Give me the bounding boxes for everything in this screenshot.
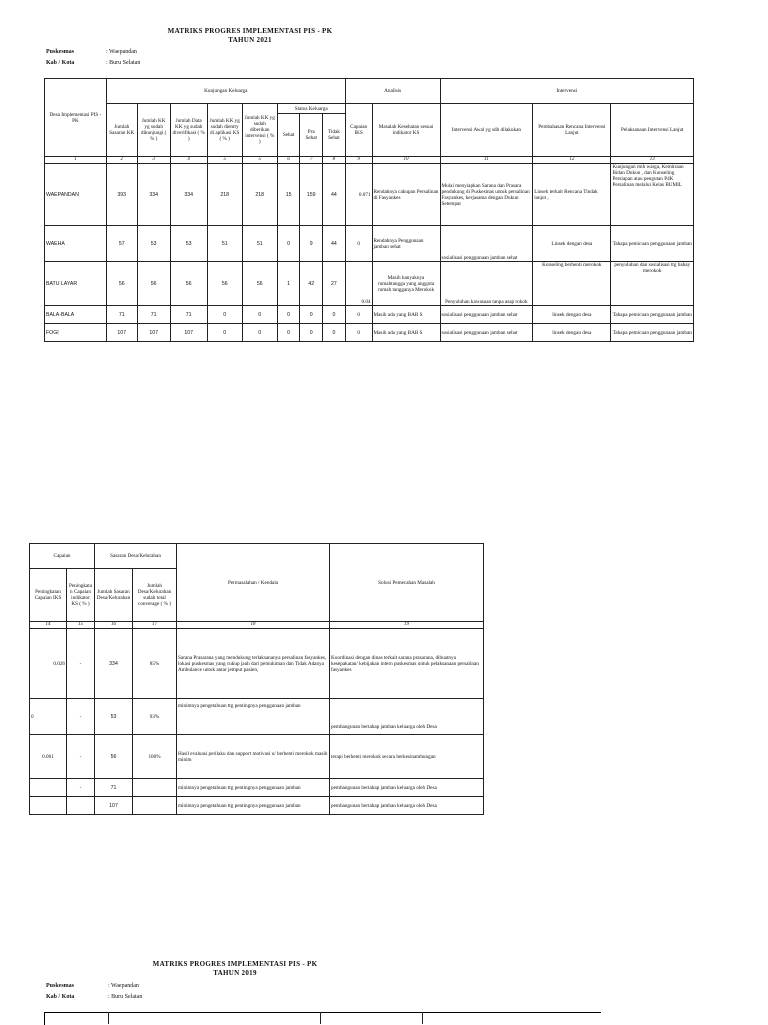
cell-peningkatan-iks: 0.001 [30,735,67,779]
table-row [30,629,484,699]
cell-peningkatan-iks: 0.026 [30,629,67,699]
cell-sasaran: 107 [106,324,137,342]
page-year: TAHUN 2021 [228,36,272,44]
cell-pra-sehat: 159 [300,164,323,226]
column-number-row [30,622,484,629]
cell-entry: 0 [207,306,242,324]
cell-iks: 0.071 [345,164,372,226]
table-row [45,226,694,262]
col-number: 9 [345,157,372,164]
cell-permasalahan: Sarana Prasarana yang mendukung terlaksananya persalinan fasyankes, lokasi puskesmas yang cukup jauh dari pemukiman dan Tidak Adanya Ambulance untuk antar jemput pasien, [177,629,330,699]
cell-sehat: 0 [277,324,300,342]
cell-sasaran: 56 [106,262,137,306]
cell-tidak-sehat: 0 [323,324,346,342]
cell-pra-sehat: 0 [300,306,323,324]
cell-dikunjungi: 107 [137,324,170,342]
header-jumlah-sasaran-desa: Jumlah Sasaran Desa/Kelurahan [95,569,133,622]
col-number: 12 [533,157,611,164]
cell-verifikasi: 107 [170,324,207,342]
puskesmas-label: Puskesmas [46,983,75,989]
cell-jumlah-sasaran: 56 [95,735,133,779]
cell-desa: BATU LAYAR [45,262,107,306]
header-data-kk: Jumlah Data KK yg sudah diverifikasi ( % ) [170,104,207,157]
cell-solusi: terapi berhenti merokok secara berkesinambungan [330,735,484,779]
cell-peningkatan-ks: - [67,735,95,779]
cell-intervensi: 0 [242,324,277,342]
col-number: 4 [170,157,207,164]
cell-masalah: Masih ada yang BAB S [372,324,440,342]
page-title: MATRIKS PROGRES IMPLEMENTASI PIS - PK [167,27,333,35]
cell-sehat: 15 [277,164,300,226]
progress-matrix-table [44,78,694,342]
cell-desa: WAEPANDAN [45,164,107,226]
cell-total-coverage: 93% [133,699,177,735]
cell-pembahasan: linsek dengan desa [533,306,611,324]
cell-solusi: Koordinasi dengan dinas terkait sarana prasarana, dibuatnya kesepakatan/ kebijakan intern puskesmas untuk pelaksanaan persalinan fasyankes [330,629,484,699]
cell-dikunjungi: 71 [137,306,170,324]
header-solusi: Solusi Pemecahan Masalah [330,544,484,622]
header-sasaran-desa: Sasaran Desa/Kelurahan [95,544,177,569]
cell-permasalahan: Hasil evaluasi perilaku dan support motivasi u/ berhenti merokok masih minim [177,735,330,779]
col-number: 7 [300,157,323,164]
header-masalah: Masalah Kesehatan sesuai indikator KS [372,104,440,157]
header-pelaksanaan: Pelaksanaan Intervensi Lanjut [611,104,694,157]
cell-entry: 218 [207,164,242,226]
cell-peningkatan-iks [30,797,67,815]
cell-tidak-sehat: 44 [323,164,346,226]
cell-dikunjungi: 56 [137,262,170,306]
col-number: 2 [106,157,137,164]
header-sehat: Sehat [277,114,300,157]
header-kunjungan: Kunjungan Keluarga [106,79,345,104]
cell-intervensi: 51 [242,226,277,262]
table-row [45,324,694,342]
cell-pelaksanaan: Tahapa pemicuan penggunaan jamban [611,226,694,262]
cell-solusi: pembangunan bertahap jamban keluarga oleh Desa [330,699,484,735]
cell-jumlah-sasaran: 71 [95,779,133,797]
cell-peningkatan-ks: - [67,699,95,735]
header-tidak-sehat: Tidak Sehat [323,114,346,157]
header-pra-sehat: Pra Sehat [300,114,323,157]
table-row [30,735,484,779]
cell-verifikasi: 334 [170,164,207,226]
cell-intervensi-awal: Penyuluhan kawasaan tanpa asap rokok [440,262,533,306]
table-row [45,306,694,324]
cell-iks: 0.04 [345,262,372,306]
cell-intervensi-awal: sosialisasi penggunaan jamban sehat [440,226,533,262]
puskesmas-label: Puskesmas [46,49,75,55]
cell-verifikasi: 53 [170,226,207,262]
col-number: 11 [440,157,533,164]
cell-dikunjungi: 53 [137,226,170,262]
cell-desa: FOGI [45,324,107,342]
cell-permasalahan: minimnya pengetahuan ttg pentingnya penggunaan jamban [177,797,330,815]
header-permasalahan: Permasalahan / Kendala [177,544,330,622]
column-number-row [45,157,694,164]
col-number: 16 [95,622,133,629]
cell-tidak-sehat: 44 [323,226,346,262]
cell-peningkatan-ks: - [67,629,95,699]
cell-jumlah-sasaran: 107 [95,797,133,815]
cell-pelaksanaan: Kunjungan rmh warga, Kemitraan Bidan Dukun , dan Konseling Persiapan atau pengutan P4K Persalinan melalui Kelas BUMIL [611,164,694,226]
col-number: 5 [207,157,242,164]
next-table-divider [320,1012,321,1024]
cell-sasaran: 57 [106,226,137,262]
cell-entry: 56 [207,262,242,306]
header-kk-entry: Jumlah KK yg sudah dientry di aplikasi KS ( % ) [207,104,242,157]
col-number: 15 [67,622,95,629]
cell-sasaran: 71 [106,306,137,324]
table-row [45,262,694,306]
cell-intervensi-awal: Mulai menyiapkan Sarana dan Prasara pendukung di Puskesmas untuk persalinan Fasyankes, kerjasama dengan Dukun Setempat [440,164,533,226]
header-status-keluarga: Status Keluarga [277,104,345,114]
col-number: 1 [45,157,107,164]
header-peningkatan-ks: Peningkatan Capaian indikator KS ( % ) [67,569,95,622]
puskesmas-value: : Waepandan [106,49,137,55]
header-intervensi: Intervensi [440,79,694,104]
cell-desa: WAEHA [45,226,107,262]
col-number: 5 [242,157,277,164]
cell-permasalahan: minimnya pengetahuan ttg pentingnya penggunaan jamban [177,699,330,735]
cell-entry: 0 [207,324,242,342]
col-number: 8 [323,157,346,164]
next-table-divider [422,1012,423,1024]
capaian-table [29,543,484,815]
cell-intervensi: 56 [242,262,277,306]
cell-solusi: pembangunan bertahap jamban keluarga oleh Desa [330,797,484,815]
cell-intervensi: 218 [242,164,277,226]
header-kk-dikunjungi: Jumlah KK yg sudah dikunjungi ( % ) [137,104,170,157]
cell-pelaksanaan: penyuluhan dan sosialisasi ttg bahay merokok [611,262,694,306]
cell-verifikasi: 71 [170,306,207,324]
cell-iks: 0 [345,324,372,342]
cell-masalah: Rendahnya cakupan Persalinan di Fasyankes [372,164,440,226]
cell-masalah: Masih ada yang BAB S [372,306,440,324]
cell-peningkatan-ks [67,797,95,815]
cell-solusi: pembangunan bertahap jamban keluarga oleh Desa [330,779,484,797]
cell-jumlah-sasaran: 53 [95,699,133,735]
kab-label: Kab / Kota [46,994,75,1000]
header-kk-intervensi: Jumlah KK yg sudah diberikan intervensi ( % ) [242,104,277,157]
cell-pelaksanaan: Tahapa pemicuan penggunaan jamban [611,324,694,342]
cell-desa: BALA-BALA [45,306,107,324]
page-title: MATRIKS PROGRES IMPLEMENTASI PIS - PK [152,960,318,968]
table-row [30,797,484,815]
cell-entry: 51 [207,226,242,262]
col-number: 18 [177,622,330,629]
cell-pra-sehat: 9 [300,226,323,262]
cell-intervensi-awal: sosialisasi penggunaan jamban sehat [440,306,533,324]
header-capaian-iks: Capaian IKS [345,104,372,157]
cell-total-coverage [133,779,177,797]
cell-pembahasan: Konseling berhenti merokok [533,262,611,306]
table-row [30,699,484,735]
table-row [30,779,484,797]
header-capaian: Capaian [30,544,95,569]
cell-pembahasan: Linsek dengan desa [533,226,611,262]
cell-verifikasi: 56 [170,262,207,306]
cell-total-coverage: 85% [133,629,177,699]
header-jumlah-sasaran: Jumlah Sasaran KK [106,104,137,157]
cell-iks: 0 [345,306,372,324]
cell-masalah: Rendahnya Penggunaan jamban sehat [372,226,440,262]
cell-sehat: 0 [277,226,300,262]
cell-sehat: 1 [277,262,300,306]
puskesmas-value: : Waepandan [108,983,139,989]
header-jumlah-desa-total: Jumlah Desa/Kelurahan sudah total converage ( % ) [133,569,177,622]
table-row [45,164,694,226]
cell-tidak-sehat: 0 [323,306,346,324]
header-intervensi-awal: Intervensi Awal yg sdh dilakukan [440,104,533,157]
col-number: 3 [137,157,170,164]
next-table-divider [108,1012,109,1024]
cell-pembahasan: linsek dengan desa [533,324,611,342]
col-number: 13 [611,157,694,164]
cell-masalah: Masih banyaknya rumahtangga yang anggota rumah tangganya Merokok [372,262,440,306]
col-number: 6 [277,157,300,164]
cell-tidak-sehat: 27 [323,262,346,306]
cell-pelaksanaan: Tahapa pemicuan penggunaan jamban [611,306,694,324]
cell-pra-sehat: 42 [300,262,323,306]
cell-intervensi: 0 [242,306,277,324]
page-year: TAHUN 2019 [213,969,257,977]
cell-permasalahan: minimnya pengetahuan ttg pentingnya penggunaan jamban [177,779,330,797]
cell-dikunjungi: 334 [137,164,170,226]
cell-peningkatan-iks: 0 [30,699,67,735]
header-analisis: Analisis [345,79,440,104]
header-pembahasan: Pembahasan Rencana Intervensi Lanjut [533,104,611,157]
kab-value: : Buru Selatan [106,60,141,66]
col-number: 10 [372,157,440,164]
cell-peningkatan-ks: - [67,779,95,797]
cell-pembahasan: Linsek terkait Rencana Tindak lanjut , [533,164,611,226]
col-number: 19 [330,622,484,629]
col-number: 17 [133,622,177,629]
cell-peningkatan-iks [30,779,67,797]
cell-pra-sehat: 0 [300,324,323,342]
cell-sasaran: 393 [106,164,137,226]
header-peningkatan-iks: Peningkatan Capaian IKS [30,569,67,622]
col-number: 14 [30,622,67,629]
cell-intervensi-awal: sosialisasi penggunaan jamban sehat [440,324,533,342]
cell-jumlah-sasaran: 334 [95,629,133,699]
kab-label: Kab / Kota [46,60,75,66]
next-table-edge [44,1012,601,1025]
cell-sehat: 0 [277,306,300,324]
cell-total-coverage: 100% [133,735,177,779]
kab-value: : Buru Selatan [108,994,143,1000]
cell-total-coverage [133,797,177,815]
cell-iks: 0 [345,226,372,262]
header-desa: Desa Implementasi PIS - PK [45,79,107,157]
